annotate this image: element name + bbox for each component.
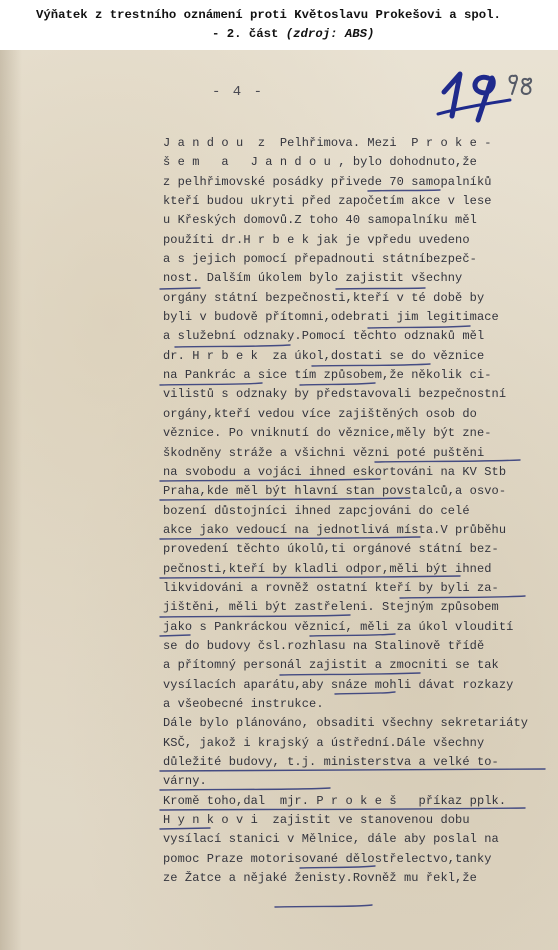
caption-part: - 2. část — [212, 27, 286, 41]
document-line: jako s Pankráckou věznicí, měli za úkol vloudití — [163, 619, 514, 634]
caption-line-1: Výňatek z trestního oznámení proti Květoslavu Prokešovi a spol. — [36, 8, 501, 22]
document-line: se do budovy čsl.rozhlasu na Stalinově třídě — [163, 638, 485, 653]
document-line: J a n d o u z Pelhřimova. Mezi P r o k e - — [163, 136, 492, 150]
document-line: pomoc Praze motorisované dělostřelectvo,tanky — [163, 851, 492, 866]
document-line: kteří budou ukryti před započetím akce v lese — [163, 194, 492, 209]
document-line: a všeobecné instrukce. — [163, 696, 324, 711]
document-line: a s jejich pomocí přepadnouti státníbezpeč- — [163, 252, 477, 267]
document-line: Dále bylo plánováno, obsaditi všechny sekretariáty — [163, 716, 529, 731]
document-line: z pelhřimovské posádky přivede 70 samopalníků — [163, 174, 492, 189]
document-line: várny. — [163, 774, 207, 789]
document-line: š e m a J a n d o u , bylo dohodnuto,že — [163, 155, 477, 170]
document-line: na svobodu a vojáci ihned eskortováni na KV Stb — [163, 464, 507, 479]
document-line: věznice. Po vniknutí do věznice,měly být zne- — [163, 426, 492, 441]
document-line: jištěni, měli být zastřeleni. Stejným způsobem — [163, 600, 499, 615]
document-line: orgány,kteří vedou více zajištěných osob do — [163, 406, 477, 421]
document-line: KSČ, jakož i krajský a ústřední.Dále všechny — [163, 735, 485, 750]
paper-edge-shadow — [0, 50, 22, 950]
caption-source: (zdroj: ABS) — [285, 27, 375, 41]
document-line: akce jako vedoucí na jednotlivá místa.V průběhu — [163, 522, 507, 537]
document-line: vysílací stanici v Mělnice, dále aby poslal na — [163, 832, 499, 847]
document-line: H y n k o v i zajistit ve stanovenou dobu — [163, 813, 470, 828]
document-line: použíti dr.H r b e k jak je vpředu uvedeno — [163, 232, 470, 247]
document-body — [163, 134, 558, 888]
document-line: u Křeských domovů.Z toho 40 samopalníku měl — [163, 213, 477, 228]
scanned-document-page — [0, 50, 558, 950]
document-line: škodněny stráže a všichni vězni poté puštěni — [163, 445, 485, 460]
document-line: bození důstojníci ihned zapcjováni do celé — [163, 503, 470, 518]
document-line: a služební odznaky.Pomocí těchto odznaků měl — [163, 329, 485, 344]
handwritten-page-number — [430, 54, 550, 124]
document-line: dr. H r b e k za úkol,dostati se do věznice — [163, 348, 485, 363]
document-line: orgány státní bezpečnosti,kteří v té době by — [163, 290, 485, 305]
document-line: vysílacích aparátu,aby snáze mohli dávat rozkazy — [163, 677, 514, 692]
document-line: provedení těchto úkolů,ti orgánové státní bez- — [163, 542, 499, 557]
document-line: pečnosti,kteří by kladli odpor,měli být ihned — [163, 561, 492, 576]
document-line: Kromě toho,dal mjr. P r o k e š příkaz pplk. — [163, 793, 507, 808]
document-line: důležité budovy, t.j. ministerstva a velké to- — [163, 755, 499, 769]
document-line: vilistů s odznaky by představovali bezpečnostní — [163, 387, 507, 402]
caption-line-2 — [212, 27, 374, 41]
document-line: a přítomný personál zajistit a zmocniti se tak — [163, 658, 499, 673]
document-line: ze Žatce a nějaké ženisty.Rovněž mu řekl,že — [163, 871, 477, 886]
document-line: Praha,kde měl být hlavní stan povstalců,a osvo- — [163, 484, 507, 499]
caption-header — [0, 0, 558, 50]
document-line: nost. Dalším úkolem bylo zajistit všechny — [163, 271, 463, 286]
document-line: likvidováni a rovněž ostatní kteří by byli za- — [163, 580, 499, 595]
document-line: na Pankrác a sice tím způsobem,že několik ci- — [163, 368, 492, 383]
page-number: - 4 - — [212, 84, 265, 100]
document-line: byli v budově přítomni,odebrati jim legitimace — [163, 310, 499, 325]
underline-mark — [275, 905, 372, 907]
